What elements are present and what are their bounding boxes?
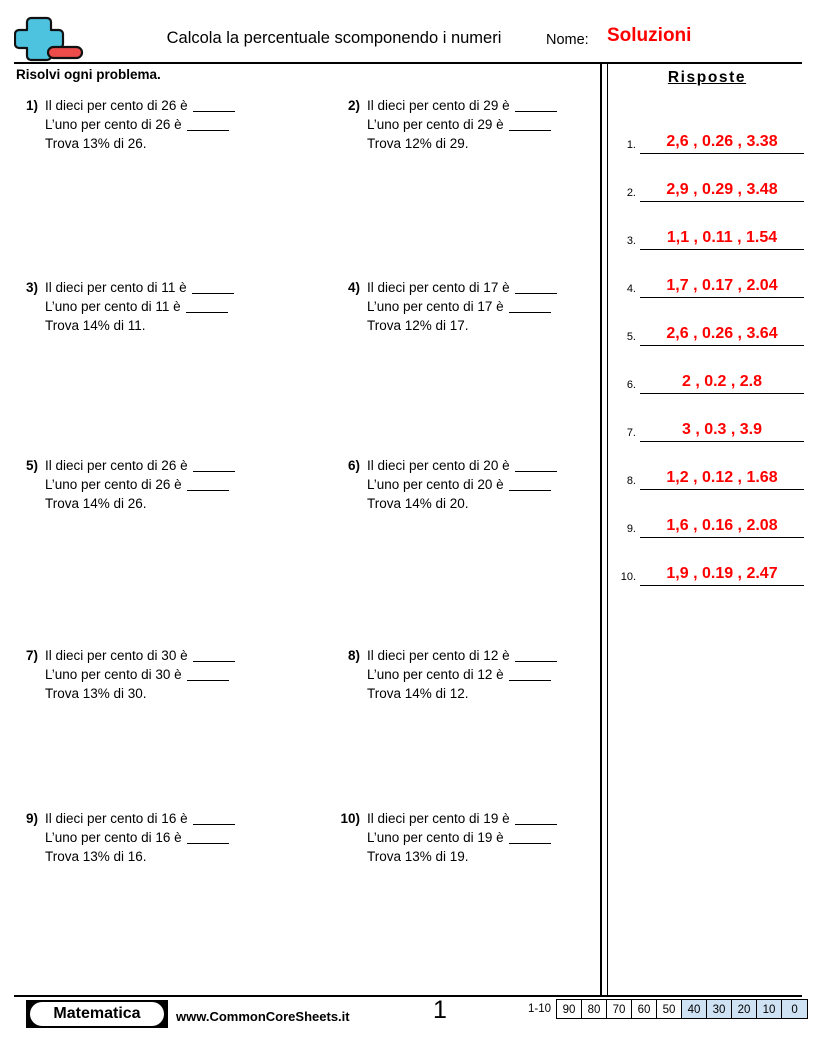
answer-line[interactable] [640,516,804,538]
grading-scale-cell[interactable]: 70 [607,1000,632,1018]
problem-item [330,646,602,703]
answer-line[interactable] [640,132,804,154]
problem-item [330,809,602,866]
problem-line-one-percent [367,297,602,316]
problem-item [330,96,602,153]
answer-row [612,538,804,586]
answer-number: 10. [620,571,636,583]
problem-line-ten-percent [367,646,602,665]
answer-value: 3 , 0.3 , 3.9 [681,421,763,438]
problem-item [330,456,602,513]
answer-line[interactable] [640,372,804,394]
problem-line-one-percent [367,475,602,494]
answers-heading: Risposte [667,69,747,86]
answer-line[interactable] [640,420,804,442]
problem-line-text: Il dieci per cento di 11 è [45,280,191,295]
brand-label: Matematica [53,1005,141,1022]
problem-line-one-percent [45,828,280,847]
answer-line[interactable] [640,180,804,202]
answer-number: 2. [626,187,636,199]
problem-item [8,278,280,335]
problem-line-ten-percent [45,278,280,297]
problem-body [367,96,602,153]
problem-line-question: Trova 13% di 19. [367,849,469,864]
answer-value: 1,1 , 0.11 , 1.54 [666,229,778,246]
problem-body [367,809,602,866]
problem-number: 8) [347,648,360,663]
problem-row [8,646,593,716]
problem-line-ten-percent [45,96,280,115]
problem-line-question: Trova 12% di 29. [367,136,469,151]
answer-blank[interactable] [509,130,551,131]
answer-line[interactable] [640,324,804,346]
grading-scale-cells [556,999,808,1019]
page-number: 1 [433,996,447,1024]
problem-line-one-percent [367,828,602,847]
answer-blank[interactable] [509,490,551,491]
answer-value: 2,6 , 0.26 , 3.64 [666,325,778,342]
answer-row [612,106,804,154]
answer-blank[interactable] [193,471,235,472]
problem-line-question: Trova 13% di 30. [45,686,147,701]
answer-blank[interactable] [187,130,229,131]
answer-row [612,346,804,394]
problem-line-text: L’uno per cento di 12 è [367,667,508,682]
grading-scale-cell[interactable]: 60 [632,1000,657,1018]
answer-row [612,154,804,202]
site-url: www.CommonCoreSheets.it [176,1009,350,1024]
problem-row [8,96,593,166]
problem-item [8,809,280,866]
problem-line-text: L’uno per cento di 20 è [367,477,508,492]
problem-number: 2) [347,98,360,113]
problem-body [367,456,602,513]
answer-blank[interactable] [509,312,551,313]
problem-line-text: Il dieci per cento di 12 è [367,648,514,663]
problem-line-ten-percent [45,646,280,665]
problem-line-text: L’uno per cento di 26 è [45,477,186,492]
problem-row [8,456,593,526]
problem-line-one-percent [45,115,280,134]
answer-blank[interactable] [515,824,557,825]
problem-line-ten-percent [367,809,602,828]
problem-number: 3) [25,280,38,295]
problem-line-text: Il dieci per cento di 26 è [45,458,192,473]
problem-line-question: Trova 13% di 16. [45,849,147,864]
problem-body [45,96,280,153]
grading-scale-cell[interactable]: 0 [782,1000,807,1018]
problem-body [45,809,280,866]
problem-line-one-percent [45,475,280,494]
problem-item [8,646,280,703]
answer-number: 7. [626,427,636,439]
problem-line-text: Il dieci per cento di 16 è [45,811,192,826]
answer-blank[interactable] [193,661,235,662]
problem-body [45,646,280,703]
problem-line-text: L’uno per cento di 19 è [367,830,508,845]
answer-blank[interactable] [509,843,551,844]
answer-number: 3. [626,235,636,247]
grading-scale-cell[interactable]: 30 [707,1000,732,1018]
problem-row [8,278,593,348]
problem-line-question: Trova 14% di 26. [45,496,147,511]
problem-item [8,456,280,513]
problem-line-ten-percent [367,278,602,297]
answer-blank[interactable] [192,293,234,294]
grading-scale-cell[interactable]: 40 [682,1000,707,1018]
problem-line-text: L’uno per cento di 26 è [45,117,186,132]
answer-value: 2 , 0.2 , 2.8 [681,373,763,390]
answer-value: 1,7 , 0.17 , 2.04 [666,277,778,294]
answer-blank[interactable] [193,824,235,825]
problem-number: 4) [347,280,360,295]
problem-line-one-percent [45,297,280,316]
answer-row [612,298,804,346]
answer-row [612,250,804,298]
answer-blank[interactable] [187,843,229,844]
problem-line-question: Trova 12% di 17. [367,318,469,333]
answer-number: 4. [626,283,636,295]
page-title: Calcola la percentuale scomponendo i numeri [166,29,502,47]
problem-line-question: Trova 13% di 26. [45,136,147,151]
problem-line-ten-percent [45,456,280,475]
problem-line-text: L’uno per cento di 17 è [367,299,508,314]
answer-line[interactable] [640,564,804,586]
answer-blank[interactable] [186,312,228,313]
problem-line-text: Il dieci per cento di 17 è [367,280,514,295]
answer-value: 1,9 , 0.19 , 2.47 [666,565,778,582]
page-header [14,14,802,62]
answer-blank[interactable] [515,471,557,472]
brand-pill [30,1002,164,1026]
name-label: Nome: [546,32,589,48]
problem-line-text: L’uno per cento di 30 è [45,667,186,682]
grading-scale-label: 1-10 [528,1003,552,1015]
answer-blank[interactable] [509,680,551,681]
problem-line-question: Trova 14% di 12. [367,686,469,701]
answer-row [612,202,804,250]
problem-line-text: Il dieci per cento di 19 è [367,811,514,826]
plus-minus-logo-icon [14,14,90,62]
problem-line-one-percent [367,665,602,684]
answer-blank[interactable] [193,111,235,112]
instruction-text: Risolvi ogni problema. [16,67,161,82]
answer-number: 9. [626,523,636,535]
problem-number: 5) [25,458,38,473]
problem-line-text: Il dieci per cento di 30 è [45,648,192,663]
grading-scale-cell[interactable]: 10 [757,1000,782,1018]
problem-number: 10) [340,811,360,826]
problem-line-text: L’uno per cento di 29 è [367,117,508,132]
problem-line-text: Il dieci per cento di 26 è [45,98,192,113]
brand-badge [26,1000,168,1028]
problem-number: 7) [25,648,38,663]
problem-number: 6) [347,458,360,473]
problem-item [330,278,602,335]
problem-row [8,809,593,879]
problem-body [45,456,280,513]
answer-number: 8. [626,475,636,487]
answer-blank[interactable] [187,680,229,681]
answer-line[interactable] [640,468,804,490]
problem-line-text: Il dieci per cento di 29 è [367,98,514,113]
problem-number: 9) [25,811,38,826]
grading-scale [528,999,808,1019]
answer-row [612,442,804,490]
grading-scale-cell[interactable]: 80 [582,1000,607,1018]
problem-line-question: Trova 14% di 11. [45,318,146,333]
grading-scale-cell[interactable]: 20 [732,1000,757,1018]
problem-line-text: Il dieci per cento di 20 è [367,458,514,473]
problem-line-text: L’uno per cento di 16 è [45,830,186,845]
answer-value: 1,2 , 0.12 , 1.68 [666,469,778,486]
answer-blank[interactable] [515,661,557,662]
header-divider [14,62,802,64]
problem-body [367,278,602,335]
answer-value: 2,6 , 0.26 , 3.38 [666,133,778,150]
answer-list [612,106,804,586]
problem-line-one-percent [367,115,602,134]
problem-body [45,278,280,335]
problem-line-text: L’uno per cento di 11 è [45,299,185,314]
answer-value: 1,6 , 0.16 , 2.08 [666,517,778,534]
answer-row [612,394,804,442]
answer-line[interactable] [640,228,804,250]
grading-scale-cell[interactable]: 90 [557,1000,582,1018]
problem-number: 1) [25,98,38,113]
answer-number: 1. [626,139,636,151]
problem-body [367,646,602,703]
problem-line-ten-percent [45,809,280,828]
answer-blank[interactable] [515,111,557,112]
problem-line-ten-percent [367,456,602,475]
answer-blank[interactable] [515,293,557,294]
problem-line-question: Trova 14% di 20. [367,496,469,511]
problem-line-one-percent [45,665,280,684]
answer-row [612,490,804,538]
answer-number: 6. [626,379,636,391]
answer-blank[interactable] [187,490,229,491]
problem-item [8,96,280,153]
column-divider-thin [607,63,608,995]
answer-line[interactable] [640,276,804,298]
grading-scale-cell[interactable]: 50 [657,1000,682,1018]
answer-number: 5. [626,331,636,343]
answer-value: 2,9 , 0.29 , 3.48 [666,181,778,198]
name-value: Soluzioni [607,25,692,46]
problem-line-ten-percent [367,96,602,115]
